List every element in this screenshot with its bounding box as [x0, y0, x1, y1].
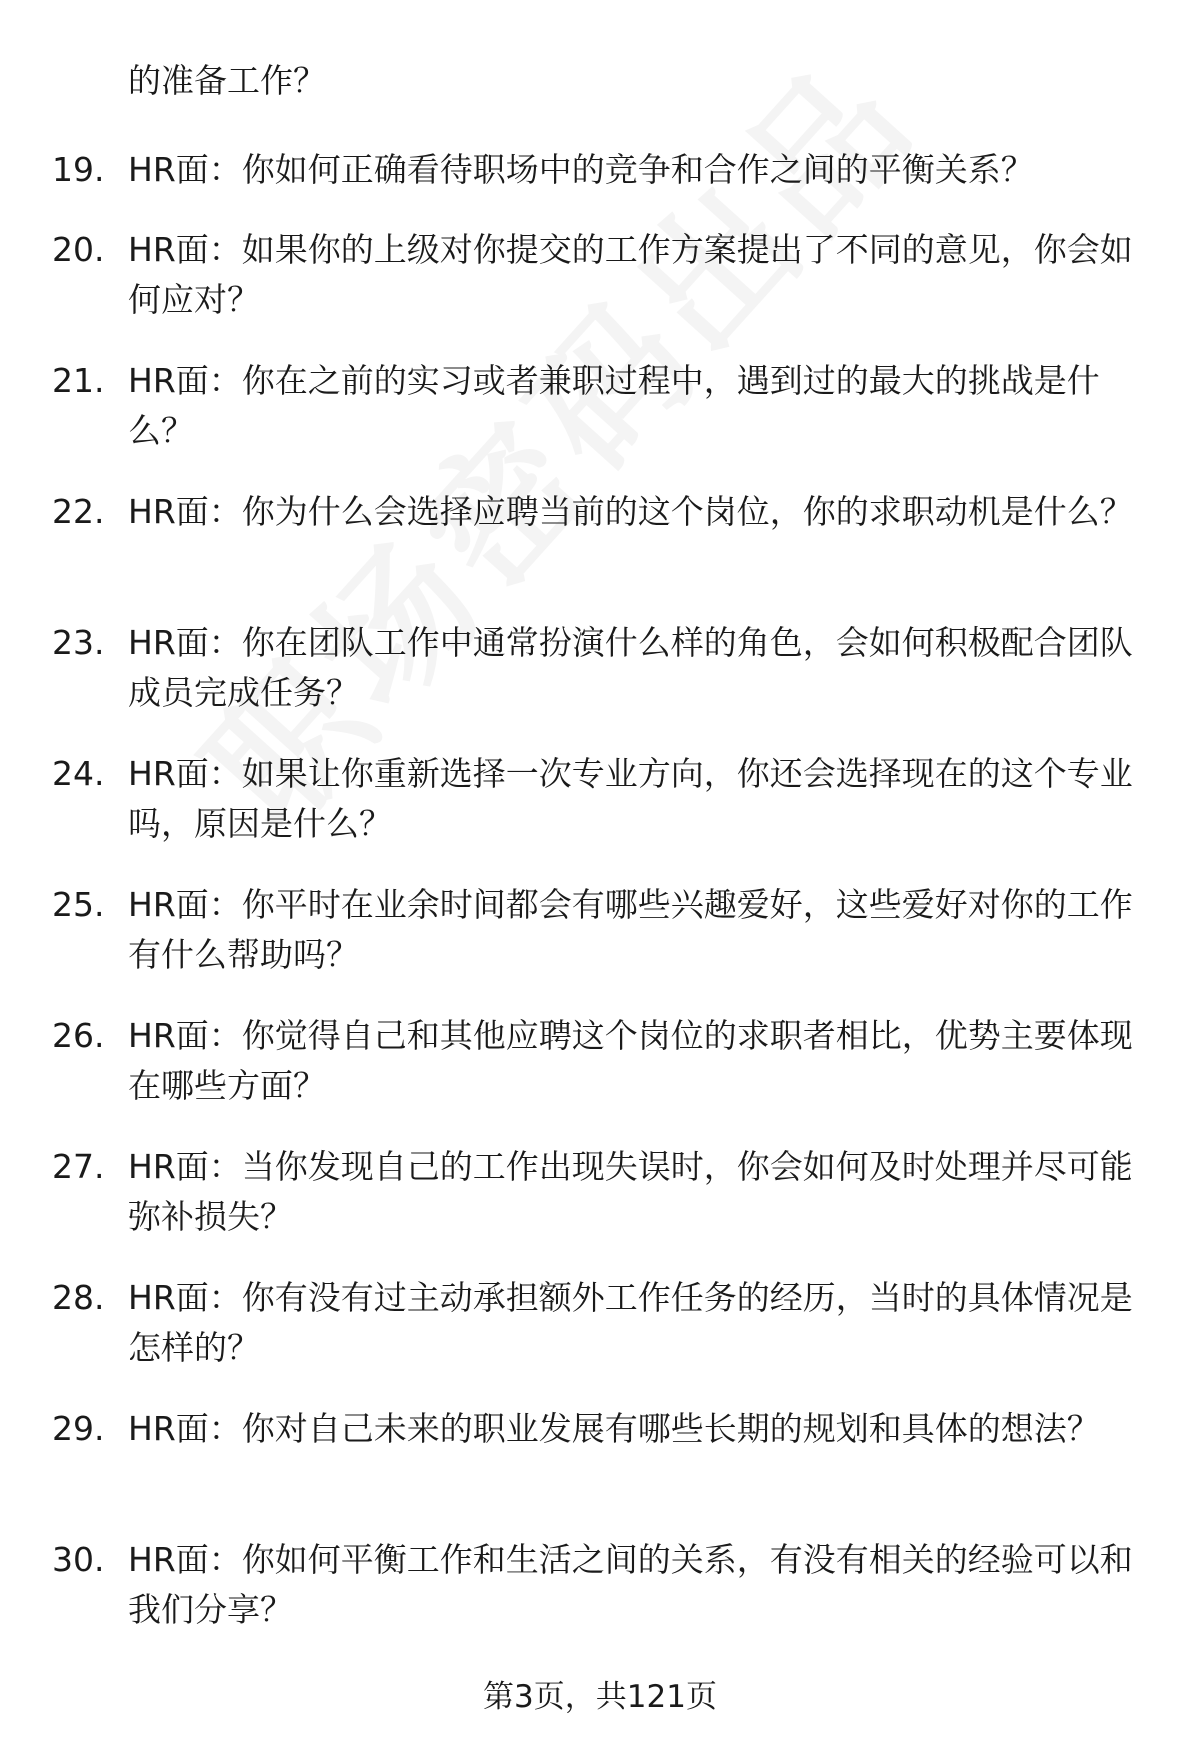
continued-question-text: 的准备工作？: [128, 61, 326, 100]
question-number: 21.: [52, 361, 105, 400]
question-item: [0, 1404, 1200, 1505]
question-text: HR面：如果让你重新选择一次专业方向，你还会选择现在的这个专业吗，原因是什么？: [128, 754, 1133, 843]
question-item: [0, 1535, 1200, 1636]
question-text: HR面：你觉得自己和其他应聘这个岗位的求职者相比，优势主要体现在哪些方面？: [128, 1016, 1133, 1105]
question-item: [0, 749, 1200, 850]
question-number: 19.: [52, 150, 105, 189]
question-item: [0, 618, 1200, 719]
question-text: HR面：你如何正确看待职场中的竞争和合作之间的平衡关系？: [128, 150, 1034, 189]
question-number: 28.: [52, 1278, 105, 1317]
question-number: 30.: [52, 1540, 105, 1579]
question-text: HR面：如果你的上级对你提交的工作方案提出了不同的意见，你会如何应对？: [128, 230, 1133, 319]
question-text: HR面：你平时在业余时间都会有哪些兴趣爱好，这些爱好对你的工作有什么帮助吗？: [128, 885, 1133, 974]
question-text: HR面：你在团队工作中通常扮演什么样的角色，会如何积极配合团队成员完成任务？: [128, 623, 1133, 712]
question-number: 23.: [52, 623, 105, 662]
question-number: 20.: [52, 230, 105, 269]
question-item: [0, 1273, 1200, 1374]
question-list: [0, 145, 1200, 1666]
question-text: HR面：你如何平衡工作和生活之间的关系，有没有相关的经验可以和我们分享？: [128, 1540, 1133, 1629]
question-text: HR面：当你发现自己的工作出现失误时，你会如何及时处理并尽可能弥补损失？: [128, 1147, 1133, 1236]
question-number: 22.: [52, 492, 105, 531]
question-item: [0, 145, 1200, 195]
question-item: [0, 1142, 1200, 1243]
question-text: HR面：你在之前的实习或者兼职过程中，遇到过的最大的挑战是什么？: [128, 361, 1100, 450]
question-number: 27.: [52, 1147, 105, 1186]
question-number: 24.: [52, 754, 105, 793]
question-item: [0, 1011, 1200, 1112]
question-item: [0, 880, 1200, 981]
question-number: 26.: [52, 1016, 105, 1055]
question-text: HR面：你对自己未来的职业发展有哪些长期的规划和具体的想法？: [128, 1409, 1100, 1448]
question-number: 25.: [52, 885, 105, 924]
question-item: [0, 356, 1200, 457]
question-text: HR面：你有没有过主动承担额外工作任务的经历，当时的具体情况是怎样的？: [128, 1278, 1133, 1367]
page-footer: 第3页，共121页: [483, 1679, 717, 1715]
question-item: [0, 225, 1200, 326]
question-item: [0, 487, 1200, 588]
question-text: HR面：你为什么会选择应聘当前的这个岗位，你的求职动机是什么？: [128, 492, 1133, 531]
question-number: 29.: [52, 1409, 105, 1448]
